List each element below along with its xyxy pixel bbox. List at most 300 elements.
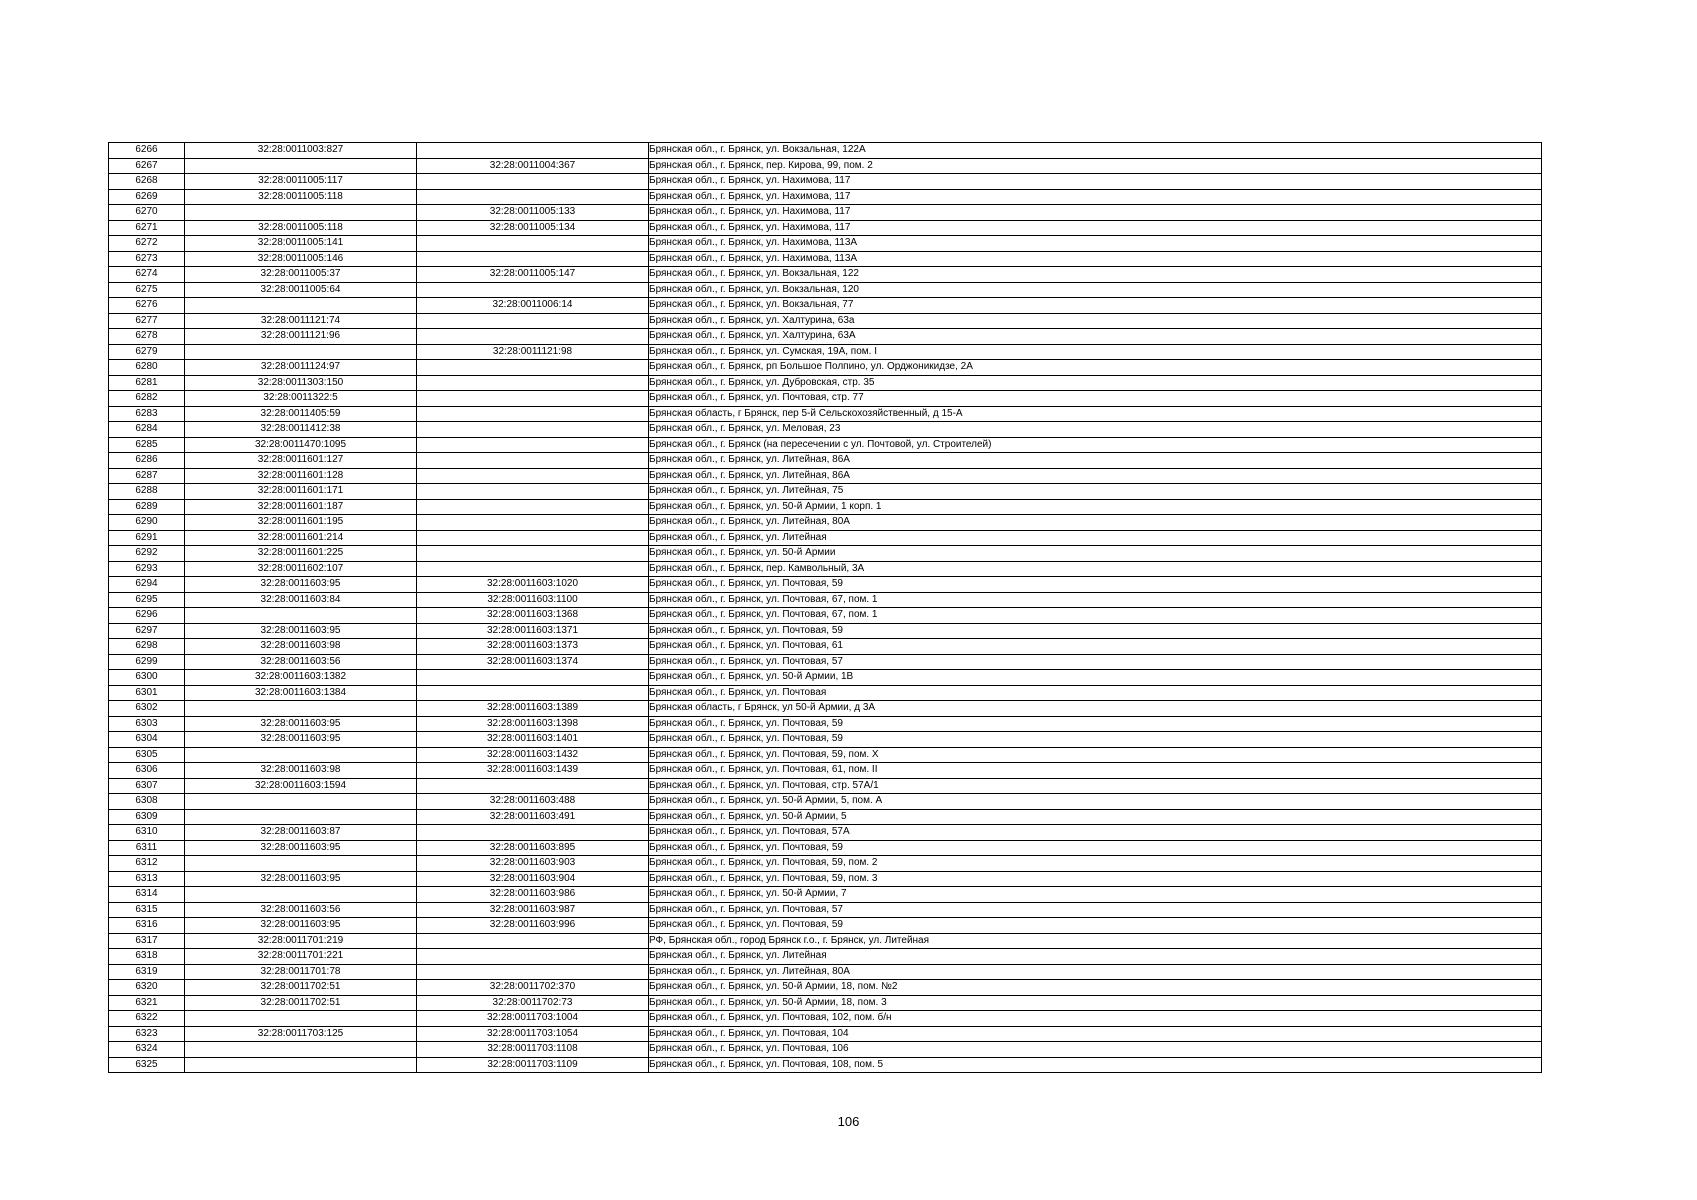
land-cadastral-number-cell: 32:28:0011470:1095 (185, 437, 417, 453)
address-cell: Брянская обл., г. Брянск, ул. Литейная (649, 530, 1542, 546)
object-cadastral-number-cell: 32:28:0011703:1054 (417, 1026, 649, 1042)
table-row (109, 437, 1542, 453)
row-number-cell: 6281 (109, 375, 185, 391)
object-cadastral-number-cell (417, 670, 649, 686)
table-row (109, 205, 1542, 221)
land-cadastral-number-cell: 32:28:0011603:1384 (185, 685, 417, 701)
land-cadastral-number-cell: 32:28:0011603:56 (185, 654, 417, 670)
table-row (109, 1042, 1542, 1058)
table-row (109, 918, 1542, 934)
object-cadastral-number-cell (417, 174, 649, 190)
object-cadastral-number-cell (417, 933, 649, 949)
address-cell: Брянская обл., г. Брянск, ул. Почтовая, 59 (649, 716, 1542, 732)
table-row (109, 980, 1542, 996)
address-cell: Брянская обл., г. Брянск, ул. Почтовая, 59, пом. X (649, 747, 1542, 763)
address-cell: Брянская обл., г. Брянск, ул. 50-й Армии, 18, пом. №2 (649, 980, 1542, 996)
address-cell: Брянская обл., г. Брянск, ул. Нахимова, 117 (649, 189, 1542, 205)
address-cell: Брянская обл., г. Брянск, рп Большое Полпино, ул. Орджоникидзе, 2А (649, 360, 1542, 376)
object-cadastral-number-cell (417, 313, 649, 329)
address-cell: Брянская обл., г. Брянск, ул. 50-й Армии, 18, пом. 3 (649, 995, 1542, 1011)
table-row (109, 313, 1542, 329)
address-cell: Брянская обл., г. Брянск, ул. Почтовая, 108, пом. 5 (649, 1057, 1542, 1073)
land-cadastral-number-cell: 32:28:0011603:84 (185, 592, 417, 608)
row-number-cell: 6302 (109, 701, 185, 717)
address-cell: Брянская обл., г. Брянск, ул. Литейная, 86А (649, 453, 1542, 469)
table-row (109, 422, 1542, 438)
table-row (109, 825, 1542, 841)
object-cadastral-number-cell: 32:28:0011603:488 (417, 794, 649, 810)
table-row (109, 592, 1542, 608)
address-cell: Брянская обл., г. Брянск, ул. Нахимова, 117 (649, 205, 1542, 221)
land-cadastral-number-cell: 32:28:0011602:107 (185, 561, 417, 577)
object-cadastral-number-cell (417, 143, 649, 159)
address-cell: Брянская обл., г. Брянск, ул. Почтовая, 59, пом. 3 (649, 871, 1542, 887)
table-row (109, 654, 1542, 670)
object-cadastral-number-cell (417, 236, 649, 252)
row-number-cell: 6319 (109, 964, 185, 980)
address-cell: Брянская обл., г. Брянск, ул. 50-й Армии, 5 (649, 809, 1542, 825)
address-cell: Брянская область, г Брянск, ул 50-й Армии, д 3А (649, 701, 1542, 717)
address-cell: Брянская обл., г. Брянск (на пересечении с ул. Почтовой, ул. Строителей) (649, 437, 1542, 453)
row-number-cell: 6274 (109, 267, 185, 283)
land-cadastral-number-cell (185, 1042, 417, 1058)
table-row (109, 701, 1542, 717)
table-row (109, 468, 1542, 484)
object-cadastral-number-cell (417, 499, 649, 515)
row-number-cell: 6321 (109, 995, 185, 1011)
table-row (109, 391, 1542, 407)
object-cadastral-number-cell: 32:28:0011005:134 (417, 220, 649, 236)
table-row (109, 236, 1542, 252)
land-cadastral-number-cell (185, 344, 417, 360)
object-cadastral-number-cell: 32:28:0011603:1371 (417, 623, 649, 639)
row-number-cell: 6271 (109, 220, 185, 236)
address-cell: Брянская обл., г. Брянск, ул. Сумская, 19А, пом. I (649, 344, 1542, 360)
table-row (109, 778, 1542, 794)
row-number-cell: 6312 (109, 856, 185, 872)
row-number-cell: 6276 (109, 298, 185, 314)
address-cell: Брянская обл., г. Брянск, ул. Литейная, 75 (649, 484, 1542, 500)
land-cadastral-number-cell: 32:28:0011603:95 (185, 577, 417, 593)
land-cadastral-number-cell: 32:28:0011005:146 (185, 251, 417, 267)
row-number-cell: 6272 (109, 236, 185, 252)
address-cell: Брянская обл., г. Брянск, ул. 50-й Армии (649, 546, 1542, 562)
land-cadastral-number-cell: 32:28:0011701:219 (185, 933, 417, 949)
object-cadastral-number-cell (417, 391, 649, 407)
row-number-cell: 6317 (109, 933, 185, 949)
land-cadastral-number-cell: 32:28:0011601:128 (185, 468, 417, 484)
object-cadastral-number-cell (417, 468, 649, 484)
land-cadastral-number-cell (185, 608, 417, 624)
address-cell: Брянская обл., г. Брянск, ул. Почтовая, 57А (649, 825, 1542, 841)
object-cadastral-number-cell: 32:28:0011603:903 (417, 856, 649, 872)
address-cell: Брянская обл., г. Брянск, ул. 50-й Армии, 5, пом. А (649, 794, 1542, 810)
table-row (109, 158, 1542, 174)
table-row (109, 143, 1542, 159)
land-cadastral-number-cell: 32:28:0011603:95 (185, 840, 417, 856)
table-row (109, 840, 1542, 856)
object-cadastral-number-cell (417, 515, 649, 531)
row-number-cell: 6269 (109, 189, 185, 205)
land-cadastral-number-cell: 32:28:0011603:56 (185, 902, 417, 918)
address-cell: Брянская обл., г. Брянск, ул. Почтовая, стр. 57А/1 (649, 778, 1542, 794)
land-cadastral-number-cell: 32:28:0011003:827 (185, 143, 417, 159)
address-cell: Брянская обл., г. Брянск, ул. Почтовая, 57 (649, 902, 1542, 918)
table-row (109, 964, 1542, 980)
row-number-cell: 6304 (109, 732, 185, 748)
row-number-cell: 6315 (109, 902, 185, 918)
address-cell: Брянская обл., г. Брянск, ул. Почтовая, 59 (649, 577, 1542, 593)
table-row (109, 251, 1542, 267)
object-cadastral-number-cell (417, 453, 649, 469)
table-row (109, 375, 1542, 391)
table-row (109, 1011, 1542, 1027)
address-cell: Брянская обл., г. Брянск, ул. 50-й Армии, 7 (649, 887, 1542, 903)
table-row (109, 1057, 1542, 1073)
table-row (109, 685, 1542, 701)
land-cadastral-number-cell: 32:28:0011005:117 (185, 174, 417, 190)
object-cadastral-number-cell: 32:28:0011005:133 (417, 205, 649, 221)
object-cadastral-number-cell: 32:28:0011603:1398 (417, 716, 649, 732)
land-cadastral-number-cell: 32:28:0011703:125 (185, 1026, 417, 1042)
row-number-cell: 6318 (109, 949, 185, 965)
object-cadastral-number-cell: 32:28:0011703:1004 (417, 1011, 649, 1027)
land-cadastral-number-cell: 32:28:0011005:37 (185, 267, 417, 283)
object-cadastral-number-cell: 32:28:0011603:904 (417, 871, 649, 887)
land-cadastral-number-cell (185, 856, 417, 872)
row-number-cell: 6290 (109, 515, 185, 531)
land-cadastral-number-cell: 32:28:0011322:5 (185, 391, 417, 407)
land-cadastral-number-cell: 32:28:0011005:118 (185, 189, 417, 205)
row-number-cell: 6320 (109, 980, 185, 996)
land-cadastral-number-cell (185, 701, 417, 717)
land-cadastral-number-cell: 32:28:0011603:98 (185, 763, 417, 779)
land-cadastral-number-cell (185, 205, 417, 221)
address-cell: РФ, Брянская обл., город Брянск г.о., г. Брянск, ул. Литейная (649, 933, 1542, 949)
land-cadastral-number-cell: 32:28:0011603:95 (185, 732, 417, 748)
row-number-cell: 6278 (109, 329, 185, 345)
land-cadastral-number-cell (185, 887, 417, 903)
row-number-cell: 6300 (109, 670, 185, 686)
land-cadastral-number-cell: 32:28:0011005:118 (185, 220, 417, 236)
object-cadastral-number-cell: 32:28:0011603:1401 (417, 732, 649, 748)
address-cell: Брянская обл., г. Брянск, ул. Нахимова, 117 (649, 220, 1542, 236)
object-cadastral-number-cell (417, 561, 649, 577)
table-row (109, 809, 1542, 825)
land-cadastral-number-cell: 32:28:0011603:95 (185, 871, 417, 887)
object-cadastral-number-cell (417, 484, 649, 500)
row-number-cell: 6293 (109, 561, 185, 577)
object-cadastral-number-cell (417, 825, 649, 841)
row-number-cell: 6275 (109, 282, 185, 298)
table-row (109, 360, 1542, 376)
address-cell: Брянская обл., г. Брянск, ул. Халтурина, 63А (649, 329, 1542, 345)
land-cadastral-number-cell: 32:28:0011405:59 (185, 406, 417, 422)
land-cadastral-number-cell: 32:28:0011601:127 (185, 453, 417, 469)
row-number-cell: 6313 (109, 871, 185, 887)
object-cadastral-number-cell: 32:28:0011603:1100 (417, 592, 649, 608)
object-cadastral-number-cell: 32:28:0011603:1374 (417, 654, 649, 670)
row-number-cell: 6316 (109, 918, 185, 934)
table-row (109, 220, 1542, 236)
land-cadastral-number-cell: 32:28:0011303:150 (185, 375, 417, 391)
object-cadastral-number-cell (417, 422, 649, 438)
address-cell: Брянская обл., г. Брянск, ул. Почтовая, 61 (649, 639, 1542, 655)
object-cadastral-number-cell: 32:28:0011702:73 (417, 995, 649, 1011)
address-cell: Брянская обл., г. Брянск, ул. Вокзальная, 77 (649, 298, 1542, 314)
table-row (109, 995, 1542, 1011)
land-cadastral-number-cell: 32:28:0011601:225 (185, 546, 417, 562)
address-cell: Брянская обл., г. Брянск, ул. Литейная, 80А (649, 515, 1542, 531)
table-row (109, 530, 1542, 546)
land-cadastral-number-cell: 32:28:0011601:171 (185, 484, 417, 500)
address-cell: Брянская обл., г. Брянск, ул. Почтовая, 61, пом. II (649, 763, 1542, 779)
table-row (109, 499, 1542, 515)
row-number-cell: 6282 (109, 391, 185, 407)
address-cell: Брянская обл., г. Брянск, ул. 50-й Армии, 1В (649, 670, 1542, 686)
address-cell: Брянская обл., г. Брянск, ул. Почтовая (649, 685, 1542, 701)
land-cadastral-number-cell: 32:28:0011603:1382 (185, 670, 417, 686)
land-cadastral-number-cell: 32:28:0011124:97 (185, 360, 417, 376)
address-cell: Брянская обл., г. Брянск, ул. Почтовая, 59 (649, 732, 1542, 748)
object-cadastral-number-cell: 32:28:0011603:996 (417, 918, 649, 934)
row-number-cell: 6314 (109, 887, 185, 903)
row-number-cell: 6310 (109, 825, 185, 841)
row-number-cell: 6311 (109, 840, 185, 856)
land-cadastral-number-cell: 32:28:0011603:1594 (185, 778, 417, 794)
row-number-cell: 6277 (109, 313, 185, 329)
table-row (109, 933, 1542, 949)
address-cell: Брянская обл., г. Брянск, ул. Почтовая, 104 (649, 1026, 1542, 1042)
land-cadastral-number-cell (185, 298, 417, 314)
row-number-cell: 6283 (109, 406, 185, 422)
land-cadastral-number-cell: 32:28:0011412:38 (185, 422, 417, 438)
object-cadastral-number-cell (417, 778, 649, 794)
object-cadastral-number-cell (417, 685, 649, 701)
address-cell: Брянская обл., г. Брянск, ул. Дубровская, стр. 35 (649, 375, 1542, 391)
object-cadastral-number-cell (417, 949, 649, 965)
table-row (109, 639, 1542, 655)
row-number-cell: 6267 (109, 158, 185, 174)
land-cadastral-number-cell (185, 1057, 417, 1073)
table-row (109, 949, 1542, 965)
land-cadastral-number-cell: 32:28:0011603:95 (185, 918, 417, 934)
land-cadastral-number-cell: 32:28:0011603:98 (185, 639, 417, 655)
land-cadastral-number-cell (185, 158, 417, 174)
row-number-cell: 6292 (109, 546, 185, 562)
land-cadastral-number-cell: 32:28:0011601:187 (185, 499, 417, 515)
row-number-cell: 6288 (109, 484, 185, 500)
table-row (109, 670, 1542, 686)
table-row (109, 561, 1542, 577)
land-cadastral-number-cell: 32:28:0011702:51 (185, 995, 417, 1011)
land-cadastral-number-cell: 32:28:0011005:64 (185, 282, 417, 298)
address-cell: Брянская обл., г. Брянск, ул. Литейная, 80А (649, 964, 1542, 980)
object-cadastral-number-cell (417, 251, 649, 267)
land-cadastral-number-cell: 32:28:0011121:96 (185, 329, 417, 345)
table-row (109, 267, 1542, 283)
land-cadastral-number-cell: 32:28:0011701:78 (185, 964, 417, 980)
row-number-cell: 6305 (109, 747, 185, 763)
object-cadastral-number-cell (417, 189, 649, 205)
table-row (109, 577, 1542, 593)
table-row (109, 174, 1542, 190)
table-row (109, 856, 1542, 872)
land-cadastral-number-cell: 32:28:0011005:141 (185, 236, 417, 252)
table-row (109, 902, 1542, 918)
table-row (109, 406, 1542, 422)
row-number-cell: 6297 (109, 623, 185, 639)
land-cadastral-number-cell: 32:28:0011601:214 (185, 530, 417, 546)
row-number-cell: 6322 (109, 1011, 185, 1027)
object-cadastral-number-cell: 32:28:0011603:987 (417, 902, 649, 918)
land-cadastral-number-cell: 32:28:0011702:51 (185, 980, 417, 996)
land-cadastral-number-cell: 32:28:0011701:221 (185, 949, 417, 965)
row-number-cell: 6279 (109, 344, 185, 360)
row-number-cell: 6285 (109, 437, 185, 453)
address-cell: Брянская обл., г. Брянск, ул. Почтовая, стр. 77 (649, 391, 1542, 407)
row-number-cell: 6289 (109, 499, 185, 515)
address-cell: Брянская обл., г. Брянск, ул. 50-й Армии, 1 корп. 1 (649, 499, 1542, 515)
table-row (109, 515, 1542, 531)
table-row (109, 329, 1542, 345)
land-cadastral-number-cell: 32:28:0011601:195 (185, 515, 417, 531)
address-cell: Брянская обл., г. Брянск, ул. Нахимова, 117 (649, 174, 1542, 190)
address-cell: Брянская обл., г. Брянск, ул. Почтовая, 67, пом. 1 (649, 592, 1542, 608)
object-cadastral-number-cell: 32:28:0011006:14 (417, 298, 649, 314)
land-cadastral-number-cell (185, 809, 417, 825)
object-cadastral-number-cell (417, 964, 649, 980)
row-number-cell: 6273 (109, 251, 185, 267)
object-cadastral-number-cell: 32:28:0011603:1439 (417, 763, 649, 779)
table-row (109, 732, 1542, 748)
land-cadastral-number-cell (185, 747, 417, 763)
object-cadastral-number-cell (417, 530, 649, 546)
table-row (109, 1026, 1542, 1042)
object-cadastral-number-cell: 32:28:0011703:1109 (417, 1057, 649, 1073)
row-number-cell: 6323 (109, 1026, 185, 1042)
address-cell: Брянская обл., г. Брянск, ул. Почтовая, 57 (649, 654, 1542, 670)
row-number-cell: 6284 (109, 422, 185, 438)
address-cell: Брянская обл., г. Брянск, ул. Вокзальная, 120 (649, 282, 1542, 298)
row-number-cell: 6270 (109, 205, 185, 221)
table-row (109, 344, 1542, 360)
land-cadastral-number-cell: 32:28:0011121:74 (185, 313, 417, 329)
address-cell: Брянская обл., г. Брянск, ул. Почтовая, 59 (649, 623, 1542, 639)
address-cell: Брянская обл., г. Брянск, ул. Нахимова, 113А (649, 236, 1542, 252)
address-cell: Брянская область, г Брянск, пер 5-й Сельскохозяйственный, д 15-А (649, 406, 1542, 422)
land-cadastral-number-cell: 32:28:0011603:95 (185, 716, 417, 732)
row-number-cell: 6286 (109, 453, 185, 469)
row-number-cell: 6280 (109, 360, 185, 376)
object-cadastral-number-cell (417, 282, 649, 298)
address-cell: Брянская обл., г. Брянск, ул. Почтовая, 67, пом. 1 (649, 608, 1542, 624)
row-number-cell: 6266 (109, 143, 185, 159)
table-row (109, 484, 1542, 500)
table-row (109, 282, 1542, 298)
object-cadastral-number-cell: 32:28:0011603:1373 (417, 639, 649, 655)
object-cadastral-number-cell (417, 375, 649, 391)
table-row (109, 623, 1542, 639)
row-number-cell: 6325 (109, 1057, 185, 1073)
object-cadastral-number-cell: 32:28:0011603:1389 (417, 701, 649, 717)
address-cell: Брянская обл., г. Брянск, пер. Кирова, 99, пом. 2 (649, 158, 1542, 174)
table-row (109, 608, 1542, 624)
object-cadastral-number-cell (417, 437, 649, 453)
address-cell: Брянская обл., г. Брянск, ул. Литейная, 86А (649, 468, 1542, 484)
object-cadastral-number-cell: 32:28:0011121:98 (417, 344, 649, 360)
table-row (109, 747, 1542, 763)
object-cadastral-number-cell: 32:28:0011603:1368 (417, 608, 649, 624)
object-cadastral-number-cell: 32:28:0011603:1432 (417, 747, 649, 763)
registry-sheet (108, 142, 1541, 1073)
address-cell: Брянская обл., г. Брянск, ул. Почтовая, 106 (649, 1042, 1542, 1058)
object-cadastral-number-cell: 32:28:0011703:1108 (417, 1042, 649, 1058)
table-row (109, 453, 1542, 469)
row-number-cell: 6291 (109, 530, 185, 546)
object-cadastral-number-cell: 32:28:0011603:1020 (417, 577, 649, 593)
table-row (109, 871, 1542, 887)
address-cell: Брянская обл., г. Брянск, ул. Почтовая, 59 (649, 918, 1542, 934)
land-cadastral-number-cell: 32:28:0011603:87 (185, 825, 417, 841)
row-number-cell: 6299 (109, 654, 185, 670)
object-cadastral-number-cell (417, 406, 649, 422)
registry-table-body (109, 143, 1542, 1073)
table-row (109, 887, 1542, 903)
address-cell: Брянская обл., г. Брянск, пер. Камвольный, 3А (649, 561, 1542, 577)
object-cadastral-number-cell: 32:28:0011603:895 (417, 840, 649, 856)
address-cell: Брянская обл., г. Брянск, ул. Литейная (649, 949, 1542, 965)
object-cadastral-number-cell: 32:28:0011603:491 (417, 809, 649, 825)
object-cadastral-number-cell (417, 360, 649, 376)
page-number: 106 (837, 1114, 860, 1129)
object-cadastral-number-cell (417, 546, 649, 562)
land-cadastral-number-cell: 32:28:0011603:95 (185, 623, 417, 639)
address-cell: Брянская обл., г. Брянск, ул. Почтовая, 102, пом. б/н (649, 1011, 1542, 1027)
row-number-cell: 6294 (109, 577, 185, 593)
object-cadastral-number-cell: 32:28:0011005:147 (417, 267, 649, 283)
address-cell: Брянская обл., г. Брянск, ул. Меловая, 23 (649, 422, 1542, 438)
row-number-cell: 6307 (109, 778, 185, 794)
row-number-cell: 6303 (109, 716, 185, 732)
table-row (109, 716, 1542, 732)
address-cell: Брянская обл., г. Брянск, ул. Вокзальная, 122А (649, 143, 1542, 159)
object-cadastral-number-cell: 32:28:0011603:986 (417, 887, 649, 903)
row-number-cell: 6309 (109, 809, 185, 825)
table-row (109, 189, 1542, 205)
table-row (109, 794, 1542, 810)
object-cadastral-number-cell: 32:28:0011702:370 (417, 980, 649, 996)
row-number-cell: 6296 (109, 608, 185, 624)
address-cell: Брянская обл., г. Брянск, ул. Нахимова, 113А (649, 251, 1542, 267)
row-number-cell: 6295 (109, 592, 185, 608)
land-cadastral-number-cell (185, 1011, 417, 1027)
address-cell: Брянская обл., г. Брянск, ул. Халтурина, 63а (649, 313, 1542, 329)
object-cadastral-number-cell (417, 329, 649, 345)
row-number-cell: 6324 (109, 1042, 185, 1058)
object-cadastral-number-cell: 32:28:0011004:367 (417, 158, 649, 174)
table-row (109, 298, 1542, 314)
row-number-cell: 6287 (109, 468, 185, 484)
address-cell: Брянская обл., г. Брянск, ул. Вокзальная, 122 (649, 267, 1542, 283)
row-number-cell: 6308 (109, 794, 185, 810)
row-number-cell: 6268 (109, 174, 185, 190)
row-number-cell: 6301 (109, 685, 185, 701)
table-row (109, 763, 1542, 779)
address-cell: Брянская обл., г. Брянск, ул. Почтовая, 59 (649, 840, 1542, 856)
row-number-cell: 6306 (109, 763, 185, 779)
row-number-cell: 6298 (109, 639, 185, 655)
